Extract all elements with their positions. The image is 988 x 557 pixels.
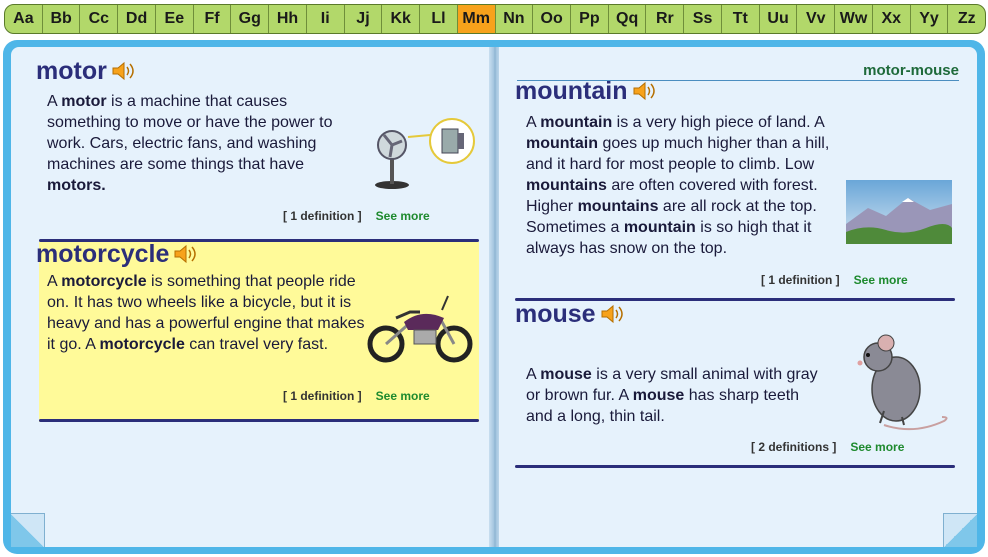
headword-motor-text: motor xyxy=(36,57,107,85)
letter-tab-b[interactable]: Bb xyxy=(43,5,81,33)
mountain-image xyxy=(846,180,952,244)
definition-run: motorcycle xyxy=(61,273,147,290)
dictionary-book xyxy=(3,40,985,554)
headword-mountain xyxy=(515,77,945,105)
meta-motorcycle xyxy=(283,389,430,403)
definition-run: motor xyxy=(61,93,107,110)
letter-tab-r[interactable]: Rr xyxy=(646,5,684,33)
meta-mountain xyxy=(761,273,908,287)
definition-run: A xyxy=(47,93,62,110)
definition-count-mountain: [ 1 definition ] xyxy=(761,273,840,287)
see-more-mountain-link[interactable]: See more xyxy=(853,273,908,287)
meta-mouse xyxy=(751,440,904,454)
definition-motorcycle xyxy=(47,271,367,355)
letter-tab-n[interactable]: Nn xyxy=(496,5,534,33)
definition-run: mountains xyxy=(526,177,607,194)
speaker-icon[interactable] xyxy=(111,60,137,82)
definition-motor xyxy=(47,91,347,196)
letter-tab-c[interactable]: Cc xyxy=(80,5,118,33)
definition-run: mountain xyxy=(540,114,613,131)
divider-bottom-motorcycle xyxy=(39,419,479,422)
definition-count-motor: [ 1 definition ] xyxy=(283,209,362,223)
letter-tab-g[interactable]: Gg xyxy=(231,5,269,33)
headword-mouse xyxy=(515,300,945,328)
letter-tab-s[interactable]: Ss xyxy=(684,5,722,33)
headword-motorcycle xyxy=(36,240,466,268)
entry-mountain xyxy=(515,77,945,105)
letter-tab-k[interactable]: Kk xyxy=(382,5,420,33)
definition-run: A xyxy=(526,114,541,131)
definition-run: are often covered with forest. Higher xyxy=(526,177,818,215)
letter-tab-u[interactable]: Uu xyxy=(760,5,798,33)
headword-mouse-text: mouse xyxy=(515,300,596,328)
letter-tab-d[interactable]: Dd xyxy=(118,5,156,33)
motorcycle-image xyxy=(366,292,476,367)
definition-run: mountain xyxy=(623,219,696,236)
definition-run: mouse xyxy=(540,366,592,383)
headword-mountain-text: mountain xyxy=(515,77,628,105)
divider-bottom-mouse xyxy=(515,465,955,468)
page-curl-left[interactable] xyxy=(11,513,45,547)
definition-count-mouse: [ 2 definitions ] xyxy=(751,440,837,454)
letter-tab-z[interactable]: Zz xyxy=(957,10,976,27)
letter-tab-q[interactable]: Qq xyxy=(609,5,647,33)
page-curl-right[interactable] xyxy=(943,513,977,547)
definition-run: mountains xyxy=(577,198,659,215)
speaker-icon[interactable] xyxy=(173,243,199,265)
letter-tab-v[interactable]: Vv xyxy=(797,5,835,33)
definition-run: has sharp teeth and a long, thin tail. xyxy=(526,387,800,425)
definition-mountain xyxy=(526,112,846,259)
definition-run: is a very small animal with gray or brown fur. A xyxy=(526,366,818,404)
definition-run: mouse xyxy=(632,387,685,404)
letter-tab-t[interactable]: Tt xyxy=(722,5,760,33)
mouse-image xyxy=(844,327,952,435)
right-page xyxy=(499,47,977,547)
letter-tab-o[interactable]: Oo xyxy=(533,5,571,33)
letter-tab-m[interactable]: Mm xyxy=(458,5,496,33)
definition-mouse xyxy=(526,364,826,427)
definition-run: can travel very fast. xyxy=(184,336,329,353)
definition-run: is so high that it always has snow on the top. xyxy=(526,219,812,257)
definition-run: motorcycle xyxy=(99,336,185,353)
definition-run: goes up much higher than a hill, and it hard for most people to climb. Low xyxy=(526,135,830,173)
letter-tab-e[interactable]: Ee xyxy=(156,5,194,33)
page-range-label: motor-mouse xyxy=(863,62,959,79)
speaker-icon[interactable] xyxy=(632,80,658,102)
definition-run: A xyxy=(526,366,541,383)
letter-tab-a[interactable]: Aa xyxy=(5,5,43,33)
definition-run: is a very high piece of land. A xyxy=(612,114,824,131)
see-more-motor-link[interactable]: See more xyxy=(375,209,430,223)
letter-tab-x[interactable]: Xx xyxy=(873,5,911,33)
letter-tab-y[interactable]: Yy xyxy=(911,5,949,33)
meta-motor xyxy=(283,209,430,223)
definition-count-motorcycle: [ 1 definition ] xyxy=(283,389,362,403)
fan-image xyxy=(366,115,476,190)
speaker-icon[interactable] xyxy=(600,303,626,325)
alphabet-bar xyxy=(4,4,986,34)
letter-tab-j[interactable]: Jj xyxy=(345,5,383,33)
definition-run: motors. xyxy=(47,177,106,194)
letter-tab-w[interactable]: Ww xyxy=(835,5,873,33)
definition-run: A xyxy=(47,273,62,290)
entry-motorcycle xyxy=(36,240,466,268)
headword-motorcycle-text: motorcycle xyxy=(36,240,170,268)
definition-run: is something that people ride on. It has two wheels like a bicycle, but it is heavy and has a powerful engine that makes it go. A xyxy=(47,273,365,353)
headword-motor xyxy=(36,57,466,85)
letter-tab-h[interactable]: Hh xyxy=(269,5,307,33)
definition-run: mountain xyxy=(526,135,598,152)
entry-mouse xyxy=(515,300,945,328)
see-more-motorcycle-link[interactable]: See more xyxy=(375,389,430,403)
letter-tab-p[interactable]: Pp xyxy=(571,5,609,33)
definition-run: is a machine that causes something to move or have the power to work. Cars, electric fans, and washing machines are some things that have xyxy=(47,93,333,173)
definition-run: are all rock at the top. Sometimes a xyxy=(526,198,817,236)
letter-tab-l[interactable]: Ll xyxy=(420,5,458,33)
letter-tab-i[interactable]: Ii xyxy=(307,5,345,33)
entry-motor xyxy=(36,57,466,85)
letter-tab-f[interactable]: Ff xyxy=(194,5,232,33)
see-more-mouse-link[interactable]: See more xyxy=(850,440,905,454)
left-page xyxy=(11,47,491,547)
